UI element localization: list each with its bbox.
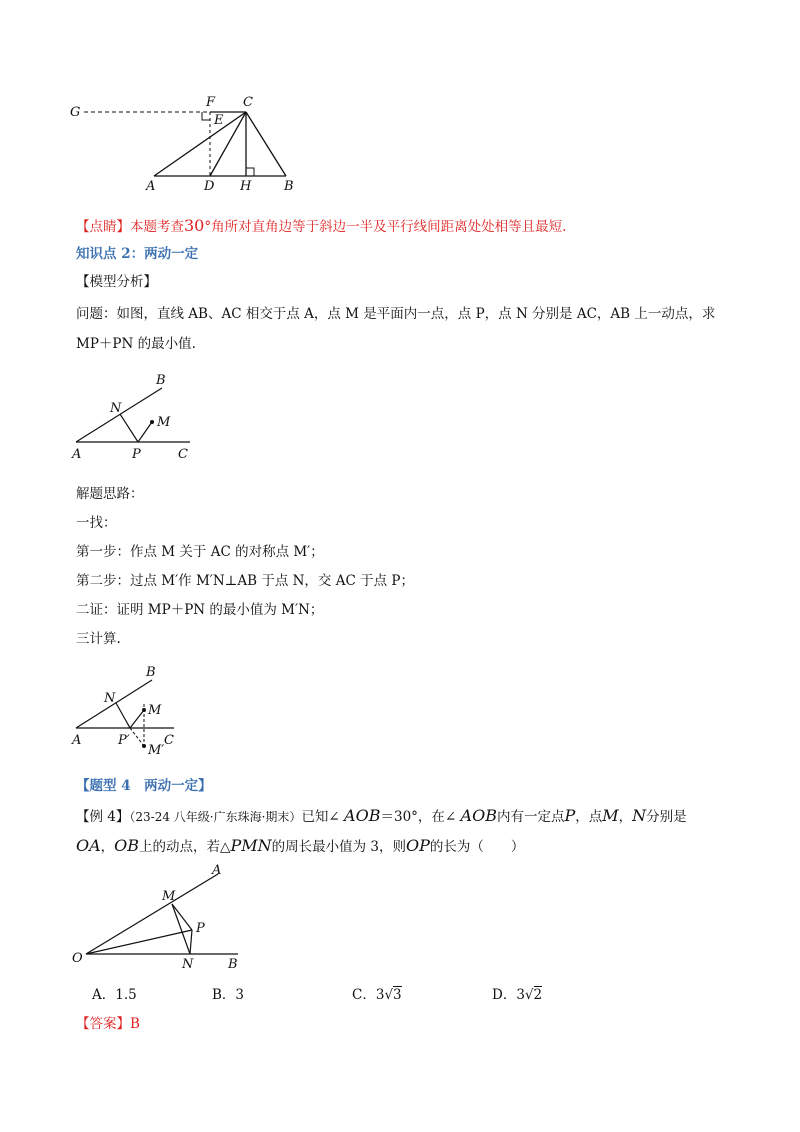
label-f: F: [206, 95, 216, 110]
example-bracket: 【例 4】: [76, 809, 130, 825]
option-c-coef: 3: [375, 987, 385, 1003]
answer-line: [76, 1014, 140, 1034]
right-angle-h: [246, 168, 254, 176]
label-g: G: [70, 105, 81, 120]
label-b: B: [284, 179, 294, 194]
example-t9: 的周长最小值为 3，则: [271, 839, 406, 855]
solution-prove: 二证：证明 MP＋PN 的最小值为 M′N；: [76, 602, 324, 618]
label-n: N: [182, 957, 194, 972]
answer-bracket: 【答案】: [76, 1016, 130, 1032]
example-t10: 的长为（ ）: [429, 839, 525, 855]
label-a: A: [212, 863, 222, 878]
example-ob: OB: [114, 836, 140, 855]
point-m: [150, 420, 154, 424]
radical-icon: √: [524, 987, 534, 1003]
label-a: A: [72, 733, 82, 748]
figure-angle-aob: [66, 862, 256, 974]
option-a[interactable]: [92, 985, 137, 1005]
solution-find: 一找：: [76, 515, 117, 531]
type4-title: 【题型 4 两动一定】: [76, 778, 212, 794]
line-pm: [138, 422, 152, 442]
label-h: H: [240, 179, 252, 194]
model-title: 【模型分析】: [76, 274, 157, 290]
example-line2: [76, 836, 524, 857]
example-aob2: AOB: [460, 806, 497, 825]
option-d[interactable]: [492, 985, 542, 1005]
label-d: D: [204, 179, 215, 194]
knowledge-title: 知识点 2：两动一定: [76, 246, 199, 262]
example-m: M: [602, 806, 619, 825]
example-t4: ，点: [575, 809, 603, 825]
label-n: N: [110, 401, 122, 416]
example-oa: OA: [76, 836, 101, 855]
label-b: B: [228, 957, 238, 972]
note-number: 30: [184, 216, 205, 235]
point-m: [142, 708, 146, 712]
label-c: C: [243, 95, 253, 110]
option-a-text: 1.5: [115, 987, 137, 1003]
label-m: M: [157, 415, 171, 430]
label-b: B: [146, 665, 156, 680]
label-p: P: [132, 447, 141, 462]
label-o: O: [72, 951, 83, 966]
answer-value: B: [130, 1016, 140, 1032]
solution-step1: 第一步：作点 M 关于 AC 的对称点 M′；: [76, 544, 324, 560]
solution-calc: 三计算.: [76, 631, 121, 647]
line-ac: [154, 112, 246, 176]
example-p: P: [564, 806, 576, 825]
figure-solution: [66, 662, 196, 762]
note-post: 角所对直角边等于斜边一半及平行线间距离处处相等且最短.: [211, 219, 567, 235]
note-bracket: 【点睛】: [76, 219, 130, 235]
option-b-text: 3: [235, 987, 245, 1003]
example-aob: AOB: [344, 806, 381, 825]
example-line1: [76, 806, 687, 827]
option-d-radicand: 2: [533, 987, 543, 1003]
option-d-coef: 3: [516, 987, 525, 1003]
label-c: C: [164, 733, 174, 748]
figure-model: [66, 370, 196, 465]
note-pre: 本题考查: [130, 219, 184, 235]
figure-trapezoid: [60, 90, 320, 195]
label-p-prime: P′: [118, 733, 130, 748]
line-np: [116, 703, 130, 728]
line-op: [86, 930, 192, 954]
radical-icon: √: [384, 987, 394, 1003]
point-m-prime: [142, 744, 146, 748]
example-source: （23-24 八年级·广东珠海·期末）: [129, 810, 302, 824]
solution-step2: 第二步：过点 M′作 M′N⊥AB 于点 N，交 AC 于点 P；: [76, 573, 414, 589]
example-t5: ，: [618, 809, 633, 825]
label-a: A: [146, 179, 156, 194]
label-e: E: [214, 113, 224, 128]
label-c: C: [178, 447, 188, 462]
example-t7: ，: [100, 839, 115, 855]
label-n: N: [104, 691, 116, 706]
label-m-prime: M′: [148, 743, 165, 758]
option-b[interactable]: [212, 985, 244, 1005]
note-line: [76, 216, 566, 237]
right-angle-f: [202, 112, 210, 120]
example-t6: 分别是: [646, 809, 687, 825]
line-mn: [172, 904, 190, 954]
line-oa: [86, 874, 218, 954]
example-op: OP: [405, 836, 430, 855]
example-n: N: [632, 806, 647, 825]
option-b-letter: B．: [212, 987, 236, 1003]
label-a: A: [72, 447, 82, 462]
note-degree: °: [204, 219, 212, 235]
label-m: M: [148, 703, 162, 718]
problem-line2: MP＋PN 的最小值.: [76, 336, 196, 352]
option-a-letter: A．: [92, 987, 116, 1003]
line-np: [120, 414, 138, 442]
solution-heading: 解题思路：: [76, 486, 144, 502]
option-c-radicand: 3: [393, 987, 402, 1003]
example-pmn: PMN: [230, 836, 272, 855]
line-pm: [130, 710, 144, 728]
dashed-line-pm2: [130, 728, 144, 746]
example-t3: 内有一定点: [496, 809, 565, 825]
line-cb: [246, 112, 286, 176]
example-t2: ＝30°，在∠: [380, 809, 461, 825]
label-p: P: [196, 921, 205, 936]
example-t8: 上的动点，若△: [139, 839, 231, 855]
label-b: B: [156, 373, 166, 388]
label-m: M: [162, 889, 176, 904]
example-t1: 已知∠: [301, 809, 345, 825]
problem-line1: 问题：如图，直线 AB、AC 相交于点 A，点 M 是平面内一点，点 P，点 N 分别是 AC，AB 上一动点，求: [76, 306, 716, 322]
option-d-letter: D．: [492, 987, 517, 1003]
option-c[interactable]: [352, 985, 402, 1005]
option-c-letter: C．: [352, 987, 376, 1003]
line-pn: [190, 930, 192, 954]
line-mp: [172, 904, 192, 930]
